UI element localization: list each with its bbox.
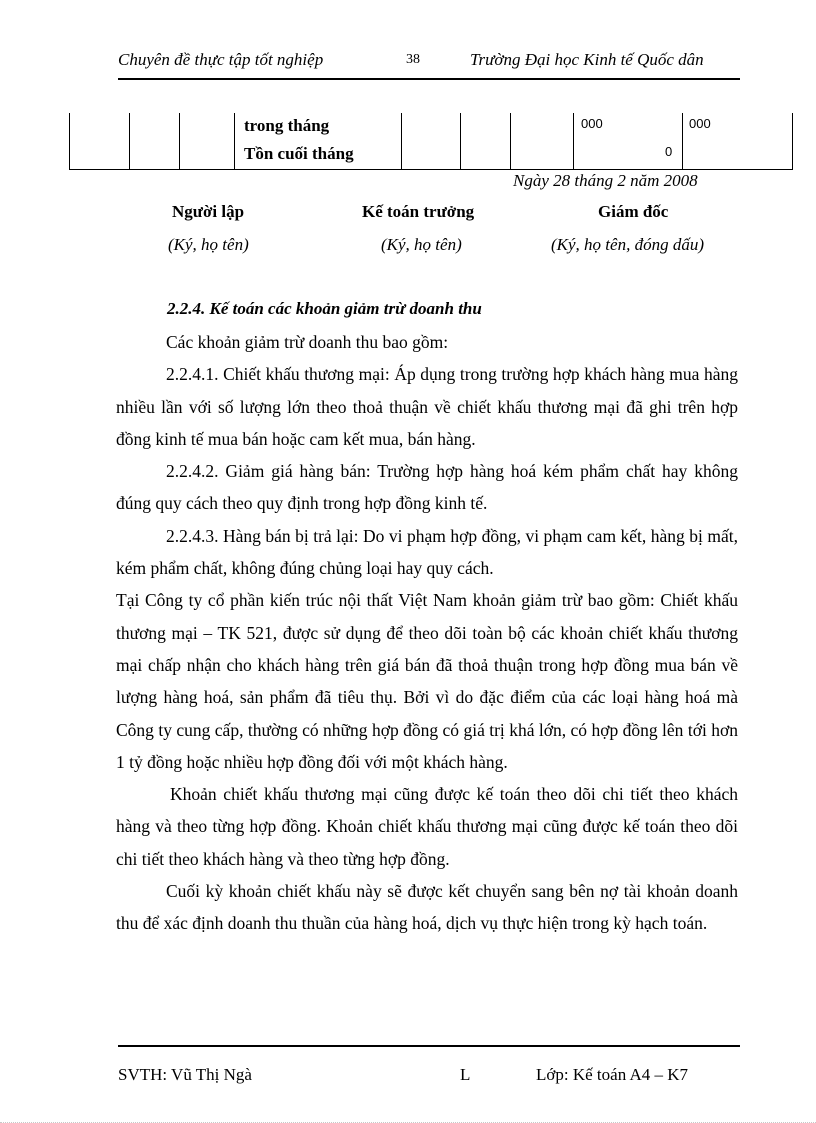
table-col-line	[510, 113, 511, 170]
section-heading: 2.2.4. Kế toán các khoản giảm trừ doanh thu	[167, 299, 482, 318]
paragraph: Khoản chiết khấu thương mại cũng được kế toán theo dõi chi tiết theo khách hàng và theo từng hợp đồng. Khoản chiết khấu thương mại cũng được kế toán theo dõi chi tiết theo khách hàng và theo từng hợp đồng.	[116, 784, 738, 869]
page-number: 38	[406, 52, 420, 67]
header-right-title: Trường Đại học Kinh tế Quốc dân	[470, 50, 704, 69]
table-bottom-line	[69, 169, 793, 170]
table-cell-value: 0	[665, 144, 673, 159]
table-row-label: trong tháng	[244, 116, 330, 135]
signature-note-chief-accountant: (Ký, họ tên)	[381, 235, 462, 254]
signature-title-preparer: Người lập	[172, 202, 245, 221]
table-col-line	[234, 113, 235, 170]
paragraph: Cuối kỳ khoản chiết khấu này sẽ được kết chuyển sang bên nợ tài khoản doanh thu để xác định doanh thu thuần của hàng hoá, dịch vụ thực hiện trong kỳ hạch toán.	[116, 881, 738, 934]
paragraph: Các khoản giảm trừ doanh thu bao gồm:	[166, 332, 449, 352]
signature-title-director: Giám đốc	[598, 202, 669, 221]
header-left-title: Chuyên đề thực tập tốt nghiệp	[118, 50, 324, 69]
table-col-line	[129, 113, 130, 170]
body-text	[116, 326, 738, 940]
header-rule	[118, 78, 740, 80]
table-col-line	[69, 113, 70, 170]
table-cell-value: 000	[689, 116, 711, 131]
table-col-line	[460, 113, 461, 170]
signature-title-chief-accountant: Kế toán trưởng	[362, 202, 475, 221]
footer-middle: L	[460, 1065, 471, 1084]
table-col-line	[573, 113, 574, 170]
table-row-label: Tồn cuối tháng	[244, 144, 354, 163]
date-line: Ngày 28 tháng 2 năm 2008	[513, 171, 698, 190]
paragraph: Tại Công ty cổ phần kiến trúc nội thất Việt Nam khoản giảm trừ bao gồm: Chiết khấu thương mại – TK 521, được sử dụng để theo dõi toàn bộ các khoản chiết khấu thương mại chấp nhận cho khách hàng trên giá bán đã thoả thuận trong hợp đồng mua bán về lượng hàng hoá, sản phẩm đã tiêu thụ. Bởi vì do đặc điểm của các loại hàng hoá mà Công ty cung cấp, thường có những hợp đồng có giá trị khá lớn, có hợp đồng lên tới hơn 1 tỷ đồng hoặc nhiều hợp đồng đối với một khách hàng.	[116, 590, 738, 772]
table-fragment	[69, 113, 793, 170]
table-cell-value: 000	[581, 116, 603, 131]
page-header	[118, 48, 740, 74]
table-col-line	[401, 113, 402, 170]
paragraph: 2.2.4.1. Chiết khấu thương mại: Áp dụng trong trường hợp khách hàng mua hàng nhiều lần với số lượng lớn theo thoả thuận về chiết khấu thương mại đã ghi trên hợp đồng kinh tế mua bán hoặc cam kết mua, bán hàng.	[116, 364, 738, 449]
signature-note-preparer: (Ký, họ tên)	[168, 235, 249, 254]
footer-student: SVTH: Vũ Thị Ngà	[118, 1065, 252, 1084]
table-col-line	[792, 113, 793, 170]
paragraph: 2.2.4.2. Giảm giá hàng bán: Trường hợp hàng hoá kém phẩm chất hay không đúng quy cách theo quy định trong hợp đồng kinh tế.	[116, 461, 738, 514]
footer-rule	[118, 1045, 740, 1047]
paragraph: 2.2.4.3. Hàng bán bị trả lại: Do vi phạm hợp đồng, vi phạm cam kết, hàng bị mất, kém phẩm chất, không đúng chủng loại hay quy cách.	[116, 525, 738, 579]
footer-class: Lớp: Kế toán A4 – K7	[536, 1065, 689, 1084]
table-col-line	[682, 113, 683, 170]
table-col-line	[179, 113, 180, 170]
signature-note-director: (Ký, họ tên, đóng dấu)	[551, 235, 704, 254]
